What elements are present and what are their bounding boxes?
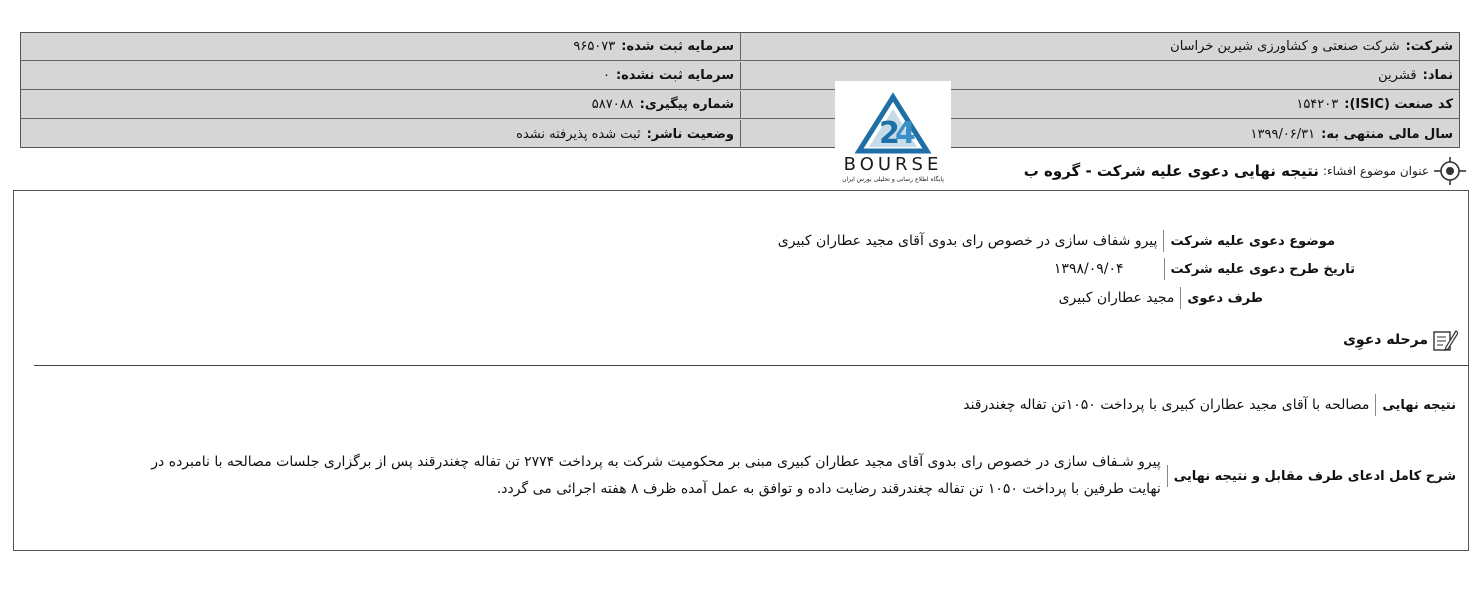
lawsuit-topic-row <box>778 230 1335 252</box>
publisher-status: ثبت شده پذیرفته نشده <box>516 126 641 142</box>
final-result-row <box>963 394 1456 416</box>
registered-capital: ۹۶۵۰۷۳ <box>573 39 616 54</box>
lawsuit-details-box <box>13 190 1469 551</box>
stage-divider <box>34 365 1468 366</box>
target-icon <box>1433 156 1467 186</box>
stage-title: مرحله دعوِی <box>1343 332 1428 348</box>
disclosure-subject <box>1024 156 1467 186</box>
info-row-4 <box>21 120 1459 148</box>
subject-title: نتیجه نهایی دعوی علیه شرکت - گروه ب <box>1023 162 1319 180</box>
logo-subtitle: پایگاه اطلاع رسانی و تحلیلی بورس ایران <box>842 176 944 183</box>
fiscal-year-label: سال مالی منتهی به: <box>1321 126 1453 142</box>
isic-code: ۱۵۴۲۰۳ <box>1296 97 1339 112</box>
lawsuit-topic: پیرو شفاف سازی در خصوص رای بدوی آقای مجید عطاران کبیری <box>777 233 1158 249</box>
registered-capital-label: سرمایه ثبت شده: <box>621 39 734 54</box>
lawsuit-topic-label: موضوع دعوی علیه شرکت <box>1163 230 1335 252</box>
unregistered-capital-cell <box>21 62 741 89</box>
info-row-1 <box>21 33 1459 61</box>
unregistered-capital-label: سرمایه ثبت نشده: <box>615 68 734 83</box>
final-result-label: نتیجه نهایی <box>1375 394 1456 416</box>
company-name: شرکت صنعتی و کشاورزی شیرین خراسان <box>1170 39 1400 54</box>
description-label: شرح کامل ادعای طرف مقابل و نتیجه نهایی <box>1167 465 1456 487</box>
info-row-2 <box>21 62 1459 90</box>
unregistered-capital: ۰ <box>602 68 610 83</box>
description-text: پیرو شـفاف سازی در خصوص رای بدوی آقای مجید عطاران کبیری مبنی بر محکومیت شرکت به پرداخت ۲۷۷۴ تن تفاله چغندرقند پس از برگزاری جلسات مصالحه با نامبرده در نهایت طرفین با پرداخت ۱۰۵۰ تن تفاله چغندرقند رضایت داده و توافق به عمل آمده ظرف ۸ هفته اجرائی می گردد. <box>151 454 1161 497</box>
bourse-logo-icon <box>835 81 951 157</box>
info-row-3 <box>21 91 1459 119</box>
description-row <box>136 449 1456 503</box>
edit-document-icon <box>1432 328 1458 352</box>
company-name-label: شرکت: <box>1405 39 1453 54</box>
tracking-cell <box>21 91 741 118</box>
svg-text:2: 2 <box>879 116 900 151</box>
tracking-label: شماره پیگیری: <box>639 97 734 112</box>
registered-capital-cell <box>21 33 741 60</box>
company-name-cell <box>741 33 1459 60</box>
lawsuit-date-row <box>1054 258 1355 280</box>
logo-wordmark: BOURSE <box>843 154 943 175</box>
lawsuit-party-row <box>1059 287 1263 309</box>
stage-heading <box>1343 328 1458 352</box>
isic-label: کد صنعت (ISIC): <box>1344 97 1453 112</box>
lawsuit-date-label: تاریخ طرح دعوی علیه شرکت <box>1164 258 1356 280</box>
lawsuit-party: مجید عطاران کبیری <box>1058 290 1175 306</box>
company-info-table <box>20 32 1460 148</box>
lawsuit-date: ۱۳۹۸/۰۹/۰۴ <box>1053 261 1124 277</box>
final-result: مصالحه با آقای مجید عطاران کبیری با پرداخت ۱۰۵۰تن تفاله چغندرقند <box>963 397 1370 413</box>
fiscal-year: ۱۳۹۹/۰۶/۳۱ <box>1250 126 1316 142</box>
publisher-status-label: وضعیت ناشر: <box>646 126 734 142</box>
lawsuit-party-label: طرف دعوی <box>1180 287 1263 309</box>
svg-text:4: 4 <box>895 116 916 151</box>
bourse-logo <box>835 81 951 188</box>
symbol: قشرین <box>1378 68 1417 83</box>
publisher-status-cell <box>21 120 741 148</box>
subject-label: عنوان موضوع افشاء: <box>1322 164 1429 178</box>
symbol-label: نماد: <box>1422 68 1453 83</box>
tracking-number: ۵۸۷۰۸۸ <box>591 97 634 112</box>
